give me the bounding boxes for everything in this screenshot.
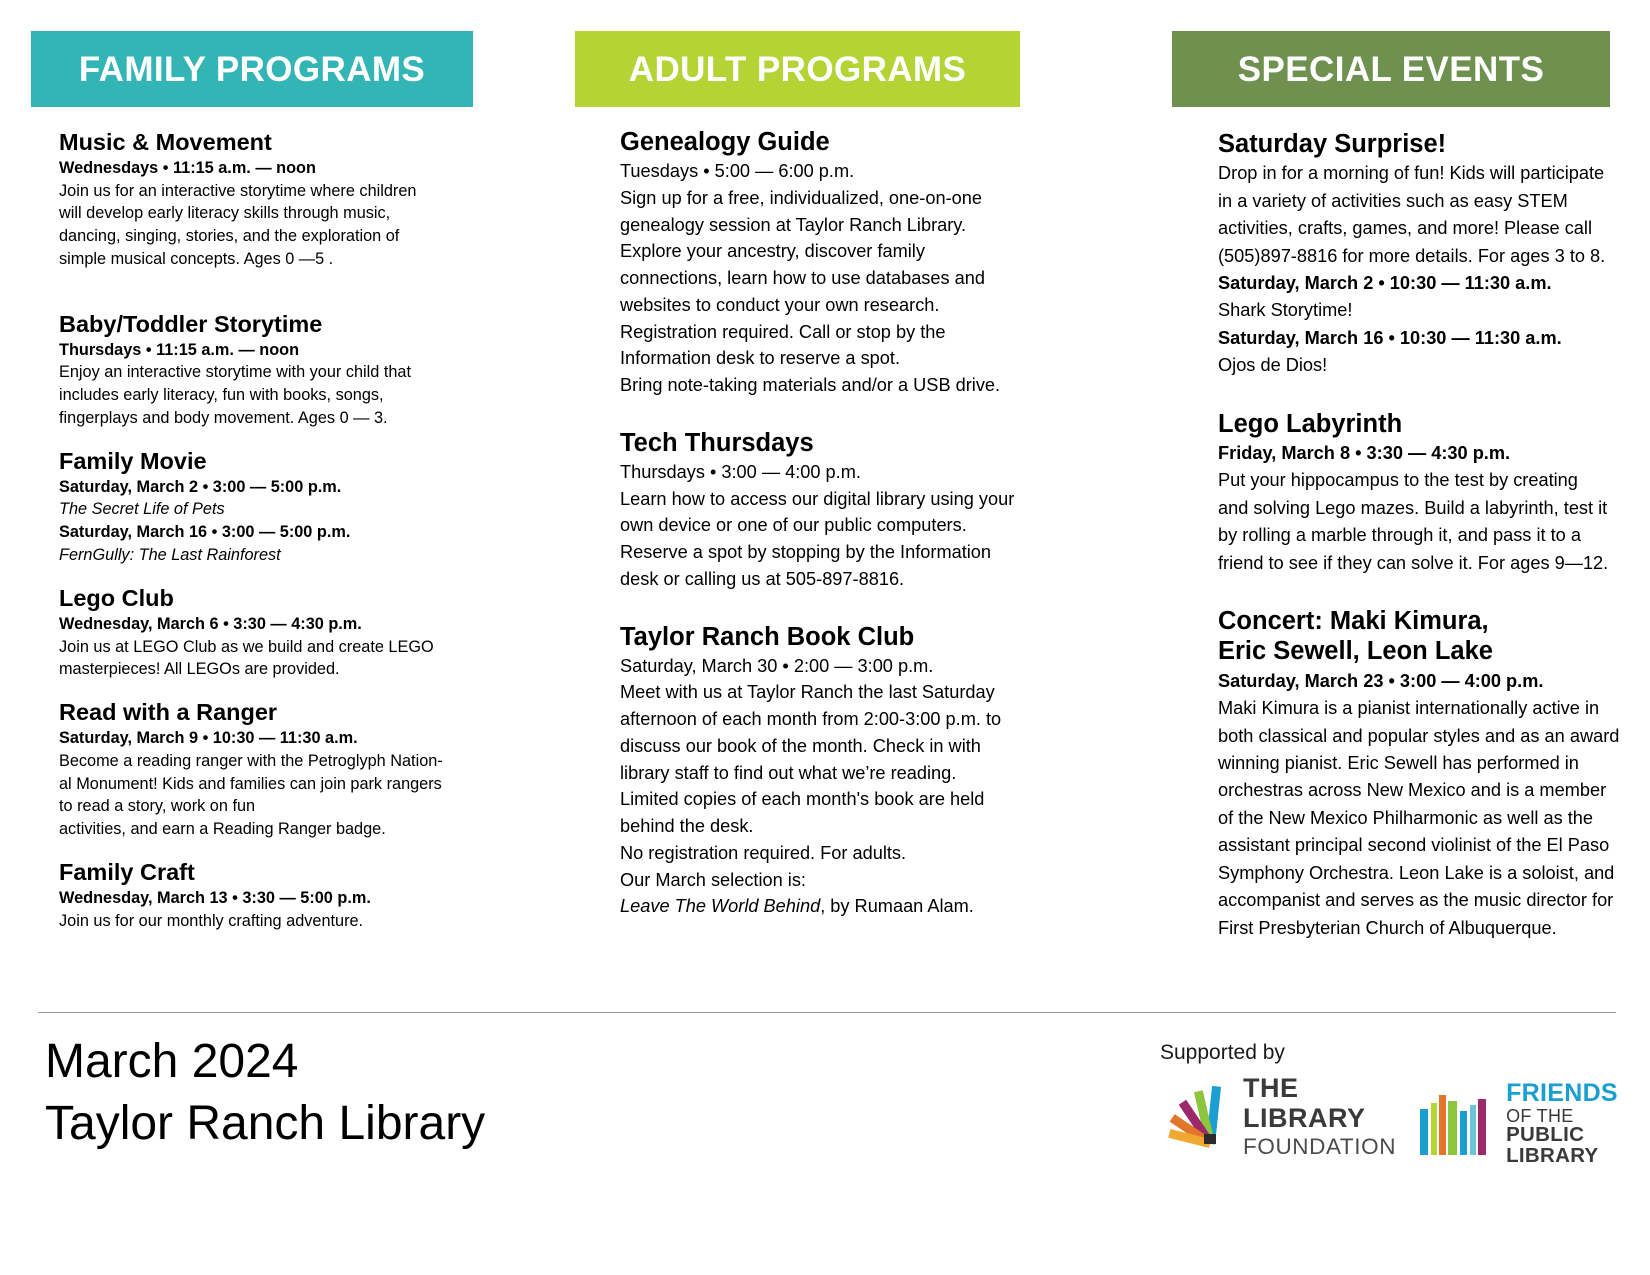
event-desc-line: genealogy session at Taylor Ranch Library.: [620, 214, 967, 235]
event-desc-line: Reserve a spot by stopping by the Information: [620, 542, 992, 563]
library-foundation-logo: [1160, 1075, 1396, 1159]
event-schedule: Saturday, March 30 • 2:00 — 3:00 p.m.: [620, 655, 934, 676]
event-desc-line: Explore your ancestry, discover family: [620, 241, 925, 262]
event-sub-activity: Ojos de Dios!: [1218, 355, 1328, 376]
event-desc-line: orchestras across New Mexico and is a member: [1218, 780, 1607, 801]
event-list-adult: [565, 107, 1040, 920]
event-desc-line: Sign up for a free, individualized, one-on-one: [620, 187, 982, 208]
event-schedule: Saturday, March 2 • 3:00 — 5:00 p.m.: [59, 477, 342, 496]
event-desc-line: Information desk to reserve a spot.: [620, 348, 901, 369]
event-desc-line: Meet with us at Taylor Ranch the last Saturday: [620, 682, 995, 703]
event-schedule: Wednesdays • 11:15 a.m. — noon: [59, 158, 316, 177]
event-title: Saturday Surprise!: [1218, 130, 1447, 158]
event-desc-line: assistant principal second violinist of the El Paso: [1218, 835, 1610, 856]
event-title: Read with a Ranger: [59, 699, 278, 726]
spacer: [620, 399, 1040, 429]
event-schedule: Tuesdays • 5:00 — 6:00 p.m.: [620, 161, 855, 182]
event-desc-line: Become a reading ranger with the Petroglyph Nation-: [59, 751, 443, 770]
event-desc-line: desk or calling us at 505-897-8816.: [620, 568, 905, 589]
event-title: Lego Labyrinth: [1218, 409, 1403, 438]
spacer: [1218, 577, 1638, 607]
friends-public-library-logo: [1418, 1081, 1618, 1167]
event-desc-line: dancing, singing, stories, and the exploration of: [59, 227, 400, 246]
event-desc-line: and solving Lego mazes. Build a labyrinth, test it: [1218, 497, 1608, 518]
event-schedule: Saturday, March 16 • 3:00 — 5:00 p.m.: [59, 523, 351, 542]
spacer: [59, 430, 459, 448]
spacer: [1218, 380, 1638, 410]
event-sub-activity: Shark Storytime!: [1218, 300, 1353, 321]
event-desc-line: Maki Kimura is a pianist internationally active in: [1218, 698, 1600, 719]
friends-public-library-wordmark: [1506, 1081, 1618, 1167]
column-family-programs: [0, 0, 540, 932]
footer-title-block: [45, 1031, 485, 1156]
event-title: Baby/Toddler Storytime: [59, 310, 323, 337]
event-title: Concert: Maki Kimura,: [1218, 607, 1489, 636]
event-desc-line: Drop in for a morning of fun! Kids will participate: [1218, 163, 1605, 184]
event-desc-line: Join us for an interactive storytime where children: [59, 181, 417, 200]
event-desc-line: includes early literacy, fun with books, songs,: [59, 386, 384, 405]
event-saturday-surprise: [1218, 130, 1638, 380]
footer-month-year: March 2024: [45, 1035, 299, 1088]
event-desc-line: No registration required. For adults.: [620, 842, 907, 863]
sponsor-logos: [1160, 1075, 1618, 1167]
event-title: Family Movie: [59, 447, 207, 474]
event-lego-club: [59, 585, 459, 681]
event-desc-line: connections, learn how to use databases and: [620, 268, 986, 289]
fan-pages-svg: [1160, 1082, 1234, 1152]
event-desc-line: Learn how to access our digital library using your: [620, 488, 1015, 509]
event-desc-line: library staff to find out what we’re reading.: [620, 762, 957, 783]
event-desc-line: Our March selection is:: [620, 869, 806, 890]
logo-line-of-the: OF THE: [1506, 1105, 1574, 1126]
spacer: [59, 567, 459, 585]
event-desc-line: websites to conduct your own research.: [620, 294, 940, 315]
books-row-icon: [1418, 1093, 1498, 1155]
event-movie-title: FernGully: The Last Rainforest: [59, 546, 281, 565]
event-desc-line: own device or one of our public computers.: [620, 515, 967, 536]
footer-library-name: Taylor Ranch Library: [45, 1097, 486, 1151]
event-list-family: [32, 107, 459, 932]
event-title-line2: Eric Sewell, Leon Lake: [1218, 637, 1493, 666]
logo-line-the: THE: [1243, 1073, 1299, 1103]
event-schedule: Saturday, March 16 • 10:30 — 11:30 a.m.: [1218, 327, 1562, 348]
event-family-movie: [59, 448, 459, 567]
event-book-selection: [620, 893, 1040, 920]
event-desc-line: simple musical concepts. Ages 0 —5 .: [59, 250, 334, 269]
event-schedule: Wednesday, March 6 • 3:30 — 4:30 p.m.: [59, 614, 362, 633]
event-desc-line: Symphony Orchestra. Leon Lake is a soloist, and: [1218, 862, 1615, 883]
event-title: Genealogy Guide: [620, 128, 830, 156]
footer: [0, 1013, 1650, 1275]
banner-family-programs: FAMILY PROGRAMS: [31, 31, 473, 107]
event-desc-line: winning pianist. Eric Sewell has performed in: [1218, 753, 1579, 773]
event-title: Tech Thursdays: [620, 428, 814, 457]
event-schedule: Thursdays • 11:15 a.m. — noon: [59, 340, 300, 359]
event-desc-line: Bring note-taking materials and/or a USB drive.: [620, 375, 1001, 396]
event-desc-line: activities, crafts, games, and more! Please call: [1218, 218, 1593, 239]
event-desc-line: of the New Mexico Philharmonic as well as the: [1218, 807, 1594, 828]
event-desc-line: Join us for our monthly crafting adventure.: [59, 911, 364, 930]
spacer: [59, 271, 459, 311]
event-desc-line: afternoon of each month from 2:00-3:00 p.m. to: [620, 709, 1002, 730]
event-title: Taylor Ranch Book Club: [620, 622, 915, 651]
event-taylor-ranch-book-club: [620, 623, 1040, 921]
event-desc-line: fingerplays and body movement. Ages 0 — 3.: [59, 409, 388, 428]
logo-line-public: PUBLIC: [1506, 1122, 1585, 1146]
book-title: Leave The World Behind: [620, 896, 821, 917]
book-author: , by Rumaan Alam.: [820, 896, 974, 917]
event-desc-line: Limited copies of each month's book are held: [620, 789, 985, 810]
event-tech-thursdays: [620, 429, 1040, 593]
event-desc-line: to read a story, work on fun: [59, 797, 256, 816]
event-title: Lego Club: [59, 584, 174, 611]
event-desc-line: friend to see if they can solve it. For ages 9—12.: [1218, 552, 1609, 573]
event-schedule: Saturday, March 9 • 10:30 — 11:30 a.m.: [59, 728, 358, 747]
logo-line-library: LIBRARY: [1506, 1143, 1599, 1167]
event-desc-line: discuss our book of the month. Check in with: [620, 735, 981, 756]
column-adult-programs: [540, 0, 1095, 920]
event-music-and-movement: [59, 129, 459, 271]
logo-line-foundation: FOUNDATION: [1243, 1134, 1397, 1159]
event-genealogy-guide: [620, 128, 1040, 399]
event-desc-line: (505)897-8816 for more details. For ages 3 to 8.: [1218, 245, 1606, 266]
event-desc-line: Registration required. Call or stop by the: [620, 321, 946, 342]
fan-pages-icon: [1160, 1082, 1234, 1152]
event-desc-line: First Presbyterian Church of Albuquerque.: [1218, 917, 1557, 938]
event-desc-line: accompanist and serves as the music director for: [1218, 890, 1614, 911]
event-list-special: [1110, 107, 1638, 942]
event-family-craft: [59, 859, 459, 932]
library-foundation-wordmark: [1243, 1075, 1396, 1159]
event-desc-line: al Monument! Kids and families can join park rangers: [59, 774, 442, 793]
books-row-svg: [1418, 1093, 1498, 1155]
event-movie-title: The Secret Life of Pets: [59, 500, 225, 519]
banner-special-events: SPECIAL EVENTS: [1172, 31, 1610, 107]
event-desc-line: Enjoy an interactive storytime with your child that: [59, 363, 412, 382]
event-schedule: Saturday, March 23 • 3:00 — 4:00 p.m.: [1218, 670, 1544, 691]
logo-line-friends: FRIENDS: [1506, 1079, 1618, 1107]
event-schedule: Wednesday, March 13 • 3:30 — 5:00 p.m.: [59, 888, 371, 907]
event-desc-line: by rolling a marble through it, and pass it to a: [1218, 525, 1581, 546]
event-desc-line: behind the desk.: [620, 816, 754, 837]
spacer: [620, 593, 1040, 623]
event-desc-line: Join us at LEGO Club as we build and create LEGO: [59, 637, 434, 656]
event-lego-labyrinth: [1218, 410, 1638, 577]
column-special-events: [1095, 0, 1650, 942]
event-desc-line: in a variety of activities such as easy STEM: [1218, 190, 1568, 211]
event-desc-line: will develop early literacy skills through music,: [59, 204, 391, 223]
event-schedule: Friday, March 8 • 3:30 — 4:30 p.m.: [1218, 443, 1511, 463]
event-title: Music & Movement: [59, 129, 272, 155]
event-baby-toddler-storytime: [59, 311, 459, 430]
logo-line-library: LIBRARY: [1243, 1103, 1366, 1133]
event-concert: [1218, 607, 1638, 942]
banner-adult-programs: ADULT PROGRAMS: [575, 31, 1020, 107]
event-read-with-a-ranger: [59, 699, 459, 841]
event-title: Family Craft: [59, 858, 195, 885]
event-desc-line: activities, and earn a Reading Ranger badge.: [59, 820, 386, 839]
event-schedule: Thursdays • 3:00 — 4:00 p.m.: [620, 461, 861, 482]
spacer: [59, 841, 459, 859]
event-desc-line: both classical and popular styles and as an award: [1218, 725, 1620, 746]
event-desc-line: Put your hippocampus to the test by creating: [1218, 470, 1578, 491]
spacer: [59, 681, 459, 699]
supported-by-label: Supported by: [1160, 1041, 1285, 1064]
event-schedule: Saturday, March 2 • 10:30 — 11:30 a.m.: [1218, 273, 1552, 293]
event-desc-line: masterpieces! All LEGOs are provided.: [59, 660, 340, 679]
